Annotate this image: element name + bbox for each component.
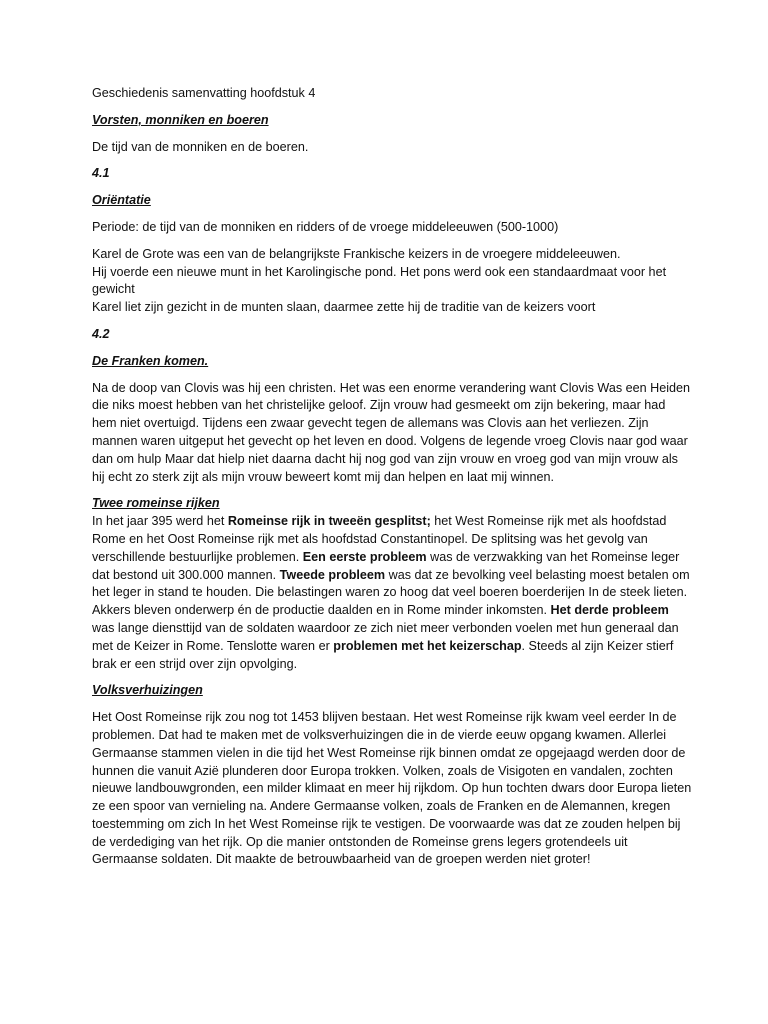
rijken-bold-1: Romeinse rijk in tweeën gesplitst; [227,514,431,529]
heading-orientatie: Oriëntatie [92,193,151,208]
rijken-bold-3: Tweede probleem [279,567,386,582]
document-page [92,85,692,878]
karel-line-3: Karel liet zijn gezicht in de munten slaan, daarmee zette hij de traditie van de keizers voort [92,300,596,315]
rijken-text-2: het West Romeinse rijk met als hoofdstad Rome en het Oost Romeinse rijk met als hoofdstad Constantinopel. De splitsing was het gevolg van verschillende bestuurlijke problemen. [92,514,667,564]
rijken-text-4: was dat ze bevolking veel belasting moest betalen om het leger in stand te houden. Die belastingen waren zo hoog dat veel boeren boerderijen In de steek lieten. Akkers bleven onderwerp én de productie daalden en in Rome minder inkomsten. [92,567,690,618]
rijken-bold-4: Het derde probleem [550,603,669,618]
twee-rijken-paragraph [92,513,692,673]
volksverhuizingen-paragraph: Het Oost Romeinse rijk zou nog tot 1453 blijven bestaan. Het west Romeinse rijk kwam veel eerder In de problemen. Dat had te maken met de volksverhuizingen die in de vierde eeuw opgang kwamen. Allerlei Germaanse stammen vielen in die tijd het West Romeinse rijk binnen omdat ze opgejaagd werden door de hunnen die vanuit Azië plunderen door Europa trokken. Volken, zoals de Visigoten en vandalen, zochten nieuwe landbouwgronden, een milder klimaat en meer hij rijkdom. Op hun tochten dwars door Europa lieten ze een spoor van vernieling na. Andere Germaanse volken, zoals de Franken en de Alemannen, kregen toestemming om zich In het West Romeinse rijk te vestigen. De voorwaarde was dat ze zouden helpen bij de verdediging van het rijk. Op die manier ontstonden de Romeinse grens legers grotendeels uit Germaanse soldaten. Dit maakte de betrouwbaarheid van de groepen werden niet groter! [92,710,692,867]
heading-franken: De Franken komen. [92,353,209,368]
rijken-text-5: was lange diensttijd van de soldaten waardoor ze zich niet meer verbonden voelen met hun generaal dan met de Keizer in Rome. Tenslotte waren er [92,620,679,653]
period-text: Periode: de tijd van de monniken en ridders of de vroege middeleeuwen (500-1000) [92,219,559,234]
section-number-4-2: 4.2 [92,326,110,341]
rijken-bold-5: problemen met het keizerschap [333,638,522,653]
rijken-text-6: . Steeds al zijn Keizer stierf brak er een strijd over zijn opvolging. [92,638,674,671]
intro-text: De tijd van de monniken en de boeren. [92,139,309,154]
karel-line-1: Karel de Grote was een van de belangrijkste Frankische keizers in de vroegere middeleeuwen. [92,246,621,261]
rijken-text-3: was de verzwakking van het Romeinse leger dat bestond uit 300.000 mannen. [92,549,680,582]
rijken-bold-2: Een eerste probleem [302,549,427,564]
heading-twee-rijken: Twee romeinse rijken [92,496,220,511]
karel-line-2: Hij voerde een nieuwe munt in het Karolingische pond. Het pons werd ook een standaardmaat voor het gewicht [92,264,667,297]
heading-volksverhuizingen: Volksverhuizingen [92,683,203,698]
section-number-4-1: 4.1 [92,166,110,181]
document-title: Geschiedenis samenvatting hoofdstuk 4 [92,86,316,100]
main-heading: Vorsten, monniken en boeren [92,112,269,127]
rijken-text-1: In het jaar 395 werd het [92,514,228,529]
franken-paragraph: Na de doop van Clovis was hij een christen. Het was een enorme verandering want Clovis Was een Heiden die niks moest hebben van het christelijke geloof. Zijn vrouw had gesmeekt om zijn bekering, maar had hem niet overtuigd. Tijdens een zwaar gevecht tegen de allemans was Clovis aan het verliezen. Zijn mannen waren uitgeput het gevecht op het leven en dood. Volgens de legende vroeg Clovis naar god waar dan om hulp Maar dat hielp niet daarna dacht hij nog god van zijn vrouw en vroeg god van mijn vrouw als hij echt zo sterk zijt als mijn vrouw beweert komt mij dan helpen en laat mij winnen. [92,380,691,484]
karel-paragraph [92,246,692,317]
